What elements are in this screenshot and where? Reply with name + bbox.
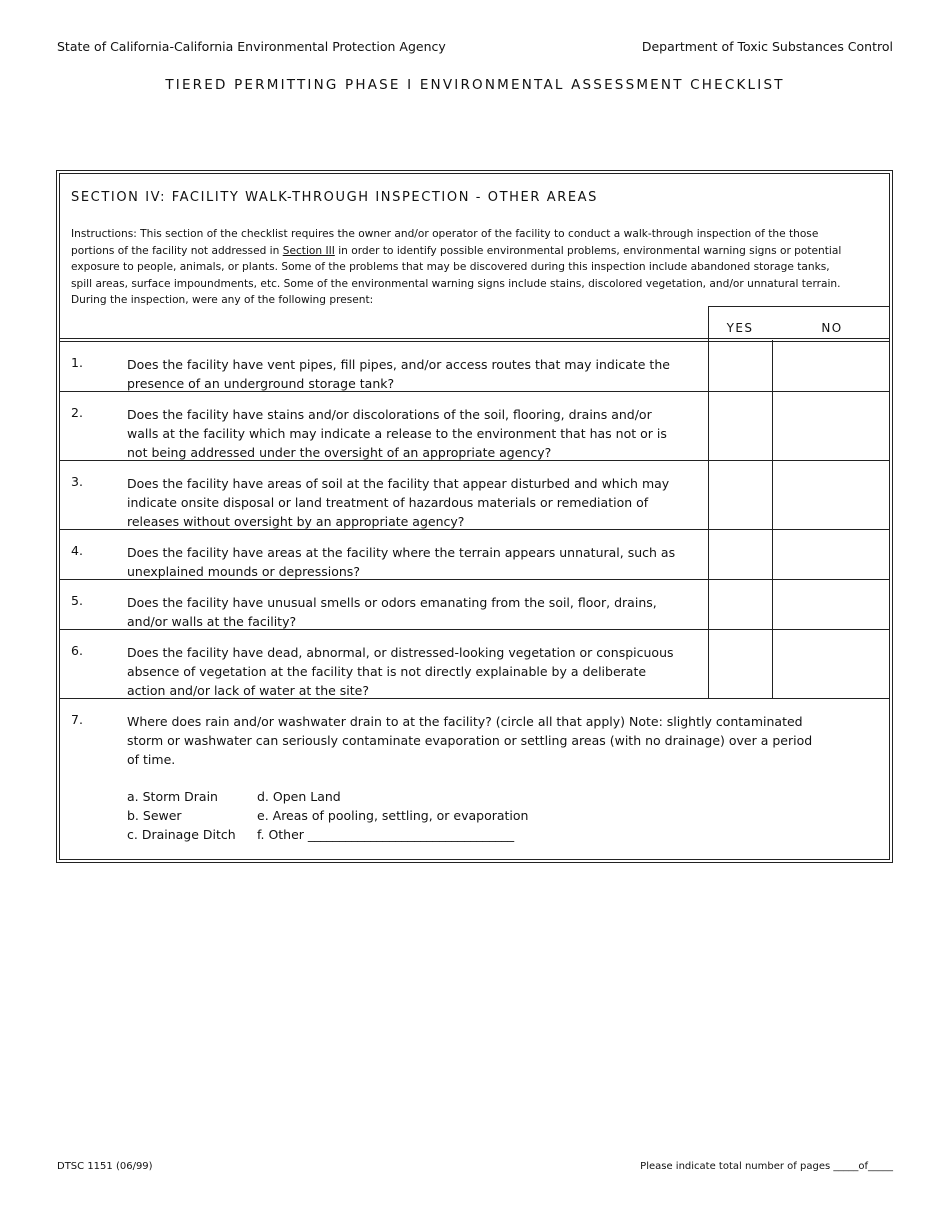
no-column-divider [772, 340, 773, 698]
question-text: Does the facility have dead, abnormal, or distressed-looking vegetation or conspicuous absence of vegetation at the facility that is not directly explainable by a deliberate action and/or lack of water at the site? [127, 645, 674, 698]
agency-header: State of California-California Environmental Protection Agency [57, 39, 446, 54]
option-pooling-areas[interactable]: e. Areas of pooling, settling, or evaporation [257, 808, 529, 823]
page-count-field[interactable]: Please indicate total number of pages _____of_____ [640, 1161, 893, 1172]
row-divider [60, 391, 889, 392]
yes-column-divider [708, 306, 709, 698]
checklist-form [56, 170, 893, 863]
option-storm-drain[interactable]: a. Storm Drain [127, 789, 218, 804]
instructions-text-1: Instructions: This section of the checklist requires the owner and/or operator of the facility to conduct a walk-through inspection of the those portions of the facility not addressed in [71, 228, 819, 257]
question-number: 5. [71, 593, 83, 608]
question-number: 6. [71, 643, 83, 658]
section-iii-reference: Section III [282, 244, 335, 257]
instructions [71, 226, 851, 309]
question-text: Does the facility have areas at the facility where the terrain appears unnatural, such as unexplained mounds or depressions? [127, 545, 676, 579]
instructions-text-2: in order to identify possible environmental problems, environmental warning signs or potential exposure to people, animals, or plants. Some of the problems that may be discovered during this inspection include abandoned storage tanks, spill areas, surface impoundments, etc. Some of the environmental warning signs include stains, discolored vegetation, and/or unnatural terrain. During the inspection, were any of the following present: [71, 244, 842, 307]
question-number: 3. [71, 474, 83, 489]
option-drainage-ditch[interactable]: c. Drainage Ditch [127, 827, 236, 842]
header-divider-2 [60, 341, 889, 342]
question-text: Does the facility have vent pipes, fill pipes, and/or access routes that may indicate the presence of an underground storage tank? [127, 357, 670, 391]
row-divider [60, 698, 889, 699]
department-header: Department of Toxic Substances Control [641, 39, 893, 54]
form-inner-border [59, 173, 890, 860]
question-number: 1. [71, 355, 83, 370]
column-header-top-border [708, 306, 889, 307]
section-title: SECTION IV: FACILITY WALK-THROUGH INSPECTION - OTHER AREAS [71, 190, 598, 205]
header-divider [60, 338, 889, 339]
question-text: Does the facility have unusual smells or odors emanating from the soil, floor, drains, and/or walls at the facility? [127, 595, 657, 629]
option-sewer[interactable]: b. Sewer [127, 808, 182, 823]
question-text: Where does rain and/or washwater drain to at the facility? (circle all that apply) Note: slightly contaminated storm or washwater can seriously contaminate evaporation or settling areas (with no drainage) over a period of time. [127, 714, 813, 767]
option-open-land[interactable]: d. Open Land [257, 789, 341, 804]
question-text: Does the facility have stains and/or discolorations of the soil, flooring, drains and/or walls at the facility which may indicate a release to the environment that has not or is not being addressed under the oversight of an appropriate agency? [127, 407, 667, 460]
row-divider [60, 629, 889, 630]
document-title: TIERED PERMITTING PHASE I ENVIRONMENTAL ASSESSMENT CHECKLIST [165, 77, 785, 93]
question-number: 2. [71, 405, 83, 420]
question-number: 4. [71, 543, 83, 558]
question-text: Does the facility have areas of soil at the facility that appear disturbed and which may indicate onsite disposal or land treatment of hazardous materials or remediation of releases without oversight by an appropriate agency? [127, 476, 670, 529]
row-divider [60, 529, 889, 530]
row-divider [60, 460, 889, 461]
form-number: DTSC 1151 (06/99) [57, 1161, 153, 1172]
yes-column-header: YES [726, 321, 754, 335]
question-number: 7. [71, 712, 83, 727]
option-other[interactable]: f. Other _________________________________ [257, 827, 515, 842]
no-column-header: NO [821, 321, 843, 335]
row-divider [60, 579, 889, 580]
